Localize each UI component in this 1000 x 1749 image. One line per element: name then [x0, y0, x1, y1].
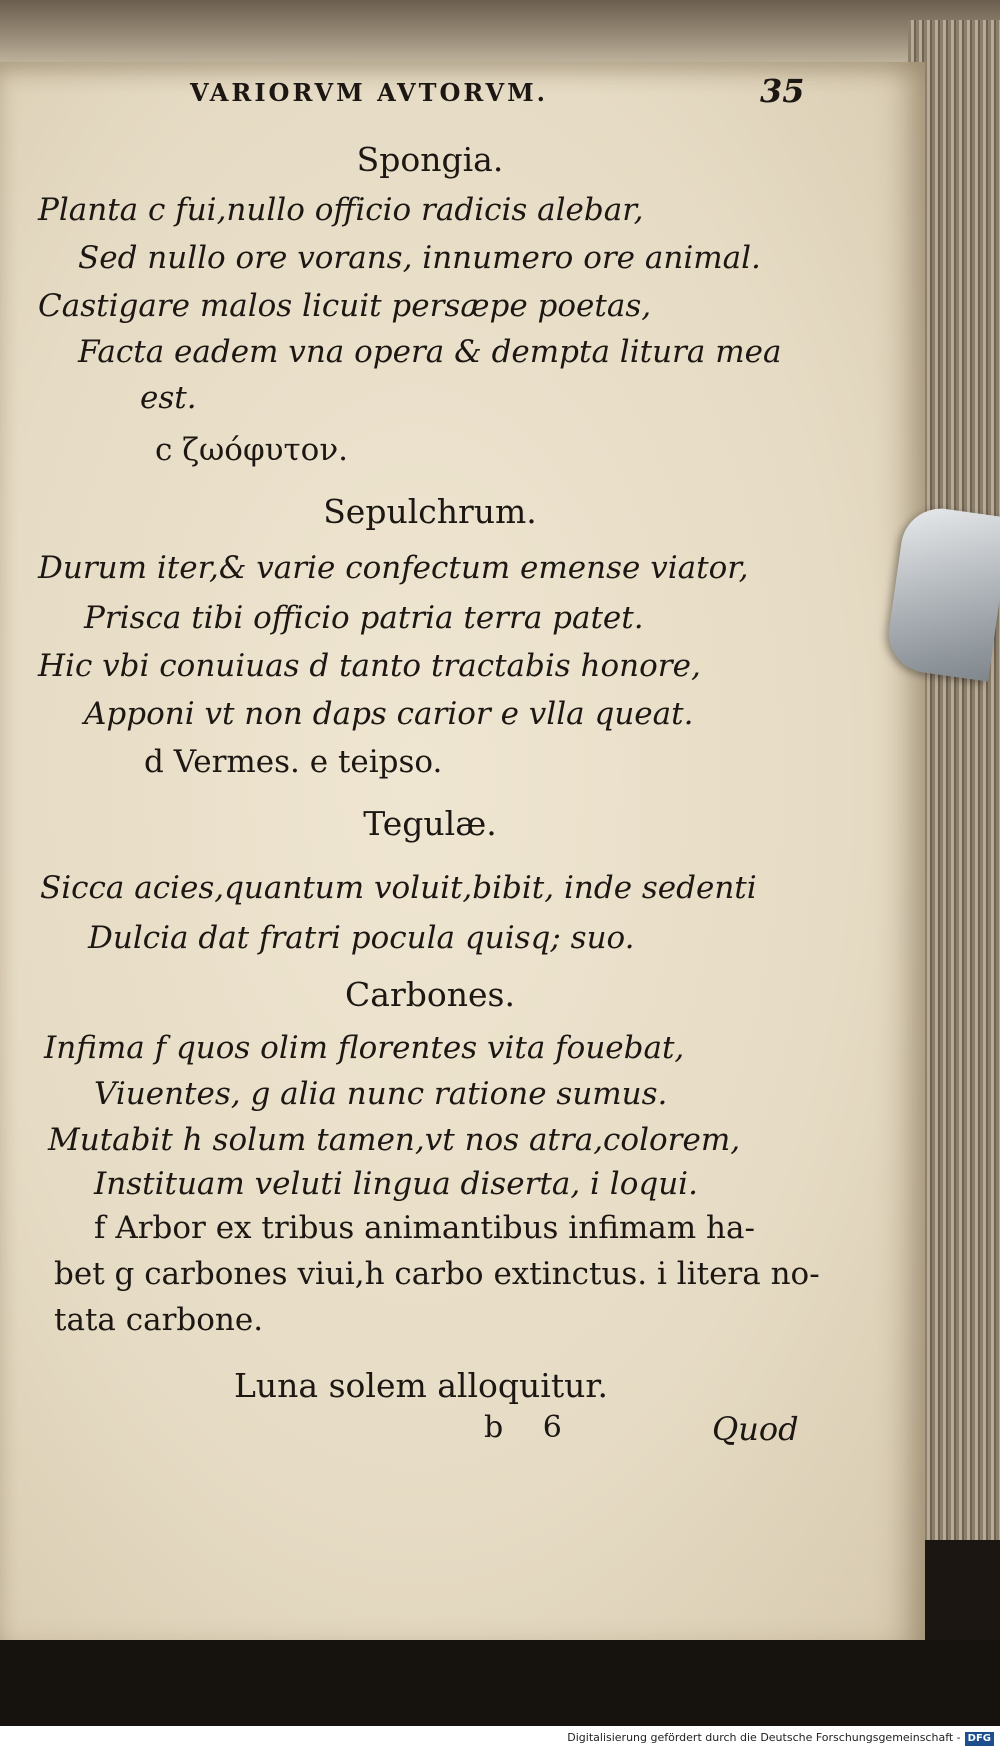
verse-line: Facta eadem vna opera & dempta litura mea: [78, 334, 782, 370]
heading-carbones: Carbones.: [345, 975, 515, 1014]
verse-line: Durum iter,& varie confectum emense viator,: [38, 550, 749, 586]
verse-line: est.: [140, 380, 197, 416]
note-line: bet g carbones viui,h carbo extinctus. i litera no-: [54, 1256, 820, 1292]
digitization-credit: [0, 1726, 1000, 1749]
dfg-logo: DFG: [965, 1732, 994, 1746]
signature-mark: b 6: [484, 1410, 562, 1445]
verse-line: Mutabit h solum tamen,vt nos atra,colorem,: [48, 1122, 741, 1158]
book-top-edge: [0, 0, 1000, 70]
heading-spongia: Spongia.: [356, 140, 504, 179]
heading-tegulae: Tegulæ.: [363, 804, 497, 843]
verse-line: Castigare malos licuit persæpe poetas,: [38, 288, 652, 324]
verse-line: Instituam veluti lingua diserta, i loqui.: [94, 1166, 698, 1202]
note-line: tata carbone.: [54, 1302, 264, 1338]
verse-line: Infima f quos olim florentes vita fouebat,: [44, 1030, 685, 1066]
verse-line: Sicca acies,quantum voluit,bibit, inde sedenti: [40, 870, 757, 906]
verse-line: Prisca tibi officio patria terra patet.: [84, 600, 644, 636]
catchword: Quod: [712, 1410, 799, 1448]
verse-line: Viuentes, g alia nunc ratione sumus.: [94, 1076, 668, 1112]
heading-sepulchrum: Sepulchrum.: [323, 492, 537, 531]
background-band: [0, 1640, 1000, 1726]
heading-luna: Luna solem alloquitur.: [234, 1366, 608, 1405]
verse-line: Planta c fui,nullo officio radicis alebar,: [38, 192, 644, 228]
verse-line: Sed nullo ore vorans, innumero ore animal.: [78, 240, 761, 276]
note-line: f Arbor ex tribus animantibus infimam ha-: [94, 1210, 755, 1246]
credit-text: Digitalisierung gefördert durch die Deutsche Forschungsgemeinschaft -: [567, 1731, 961, 1744]
marginal-note: c ζωόφυτον.: [155, 432, 349, 468]
running-head: VARIORVM AVTORVM.: [190, 78, 548, 107]
verse-line: Apponi vt non daps carior e vlla queat.: [84, 696, 694, 732]
marginal-note: d Vermes. e teipso.: [144, 744, 443, 780]
verse-line: Hic vbi conuiuas d tanto tractabis honore,: [38, 648, 701, 684]
folio-number: 35: [760, 72, 805, 110]
verse-line: Dulcia dat fratri pocula quisq; suo.: [88, 920, 635, 956]
